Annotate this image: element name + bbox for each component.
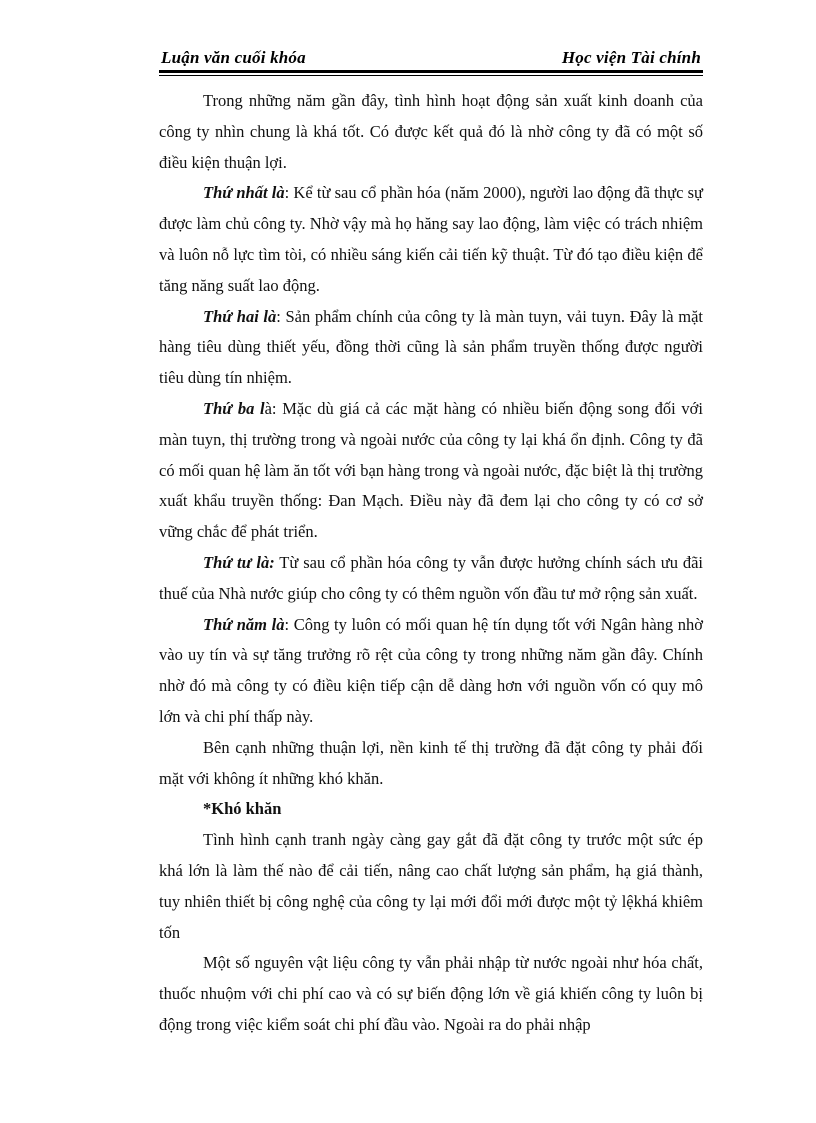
paragraph-text: Bên cạnh những thuận lợi, nền kinh tế thị trường đã đặt công ty phải đối mặt với không ít những khó khăn. — [159, 737, 703, 788]
paragraph-text: : Sản phẩm chính của công ty là màn tuyn, vải tuyn. Đây là mặt hàng tiêu dùng thiết yếu, đồng thời cũng là sản phẩm truyền thống được người tiêu dùng tín nhiệm. — [159, 306, 703, 388]
paragraph-text: à: Mặc dù giá cả các mặt hàng có nhiều biến động song đối với màn tuyn, thị trường trong và ngoài nước của công ty lại khá ổn định. Công ty đã có mối quan hệ làm ăn tốt với bạn hàng trong và ngoài nước, đặc biệt là thị trường xuất khẩu truyền thống: Đan Mạch. Điều này đã đem lại cho công ty có cơ sở vững chắc để phát triển. — [159, 398, 703, 542]
paragraph-intro — [159, 86, 703, 178]
paragraph-text: Trong những năm gần đây, tình hình hoạt động sản xuất kinh doanh của công ty nhìn chung là khá tốt. Có được kết quả đó là nhờ công ty đã có một số điều kiện thuận lợi. — [159, 91, 703, 172]
paragraph-lead: Thứ hai là — [203, 306, 277, 326]
paragraph-first — [159, 178, 703, 301]
paragraph-text: Tình hình cạnh tranh ngày càng gay gắt đã đặt công ty trước một sức ép khá lớn là làm thế nào để cải tiến, nâng cao chất lượng sản phẩm, hạ giá thành, tuy nhiên thiết bị công nghệ của công ty lại mới đổi mới được một tỷ lệkhá khiêm tốn — [159, 830, 703, 942]
paragraph-difficulty-1 — [159, 825, 703, 948]
paragraph-lead: Thứ ba l — [203, 398, 265, 418]
paragraph-third — [159, 394, 703, 548]
paragraph-text: Một số nguyên vật liệu công ty vẫn phải nhập từ nước ngoài như hóa chất, thuốc nhuộm với chi phí cao và có sự biến động lớn về giá khiến công ty luôn bị động trong việc kiểm soát chi phí đầu vào. Ngoài ra do phải nhập — [159, 953, 703, 1034]
header-left-title: Luận văn cuối khóa — [161, 48, 306, 67]
header-right-title: Học viện Tài chính — [561, 48, 701, 67]
page-header — [159, 46, 703, 72]
document-body — [159, 86, 703, 1041]
header-rule — [159, 70, 703, 76]
paragraph-transition — [159, 733, 703, 795]
paragraph-fifth — [159, 610, 703, 733]
paragraph-second — [159, 302, 703, 394]
paragraph-text: Từ sau cổ phần hóa công ty vẫn được hưởng chính sách ưu đãi thuế của Nhà nước giúp cho công ty có thêm nguồn vốn đầu tư mở rộng sản xuất. — [159, 552, 703, 603]
paragraph-difficulty-2 — [159, 948, 703, 1040]
paragraph-lead: Thứ tư là: — [203, 552, 275, 572]
paragraph-text: : Công ty luôn có mối quan hệ tín dụng tốt với Ngân hàng nhờ vào uy tín và sự tăng trưởng rõ rệt của công ty trong những năm gần đây. Chính nhờ đó mà công ty có điều kiện tiếp cận dễ dàng hơn với nguồn vốn có quy mô lớn và chi phí thấp này. — [159, 614, 703, 726]
paragraph-fourth — [159, 548, 703, 610]
paragraph-text: : Kể từ sau cổ phần hóa (năm 2000), người lao động đã thực sự được làm chủ công ty. Nhờ vậy mà họ hăng say lao động, làm việc có trách nhiệm và luôn nỗ lực tìm tòi, có nhiều sáng kiến cải tiến kỹ thuật. Từ đó tạo điều kiện để tăng năng suất lao động. — [159, 183, 703, 295]
paragraph-lead: Thứ nhất là — [203, 183, 285, 203]
paragraph-lead: Thứ năm là — [203, 614, 285, 634]
section-subheading: *Khó khăn — [203, 799, 282, 819]
